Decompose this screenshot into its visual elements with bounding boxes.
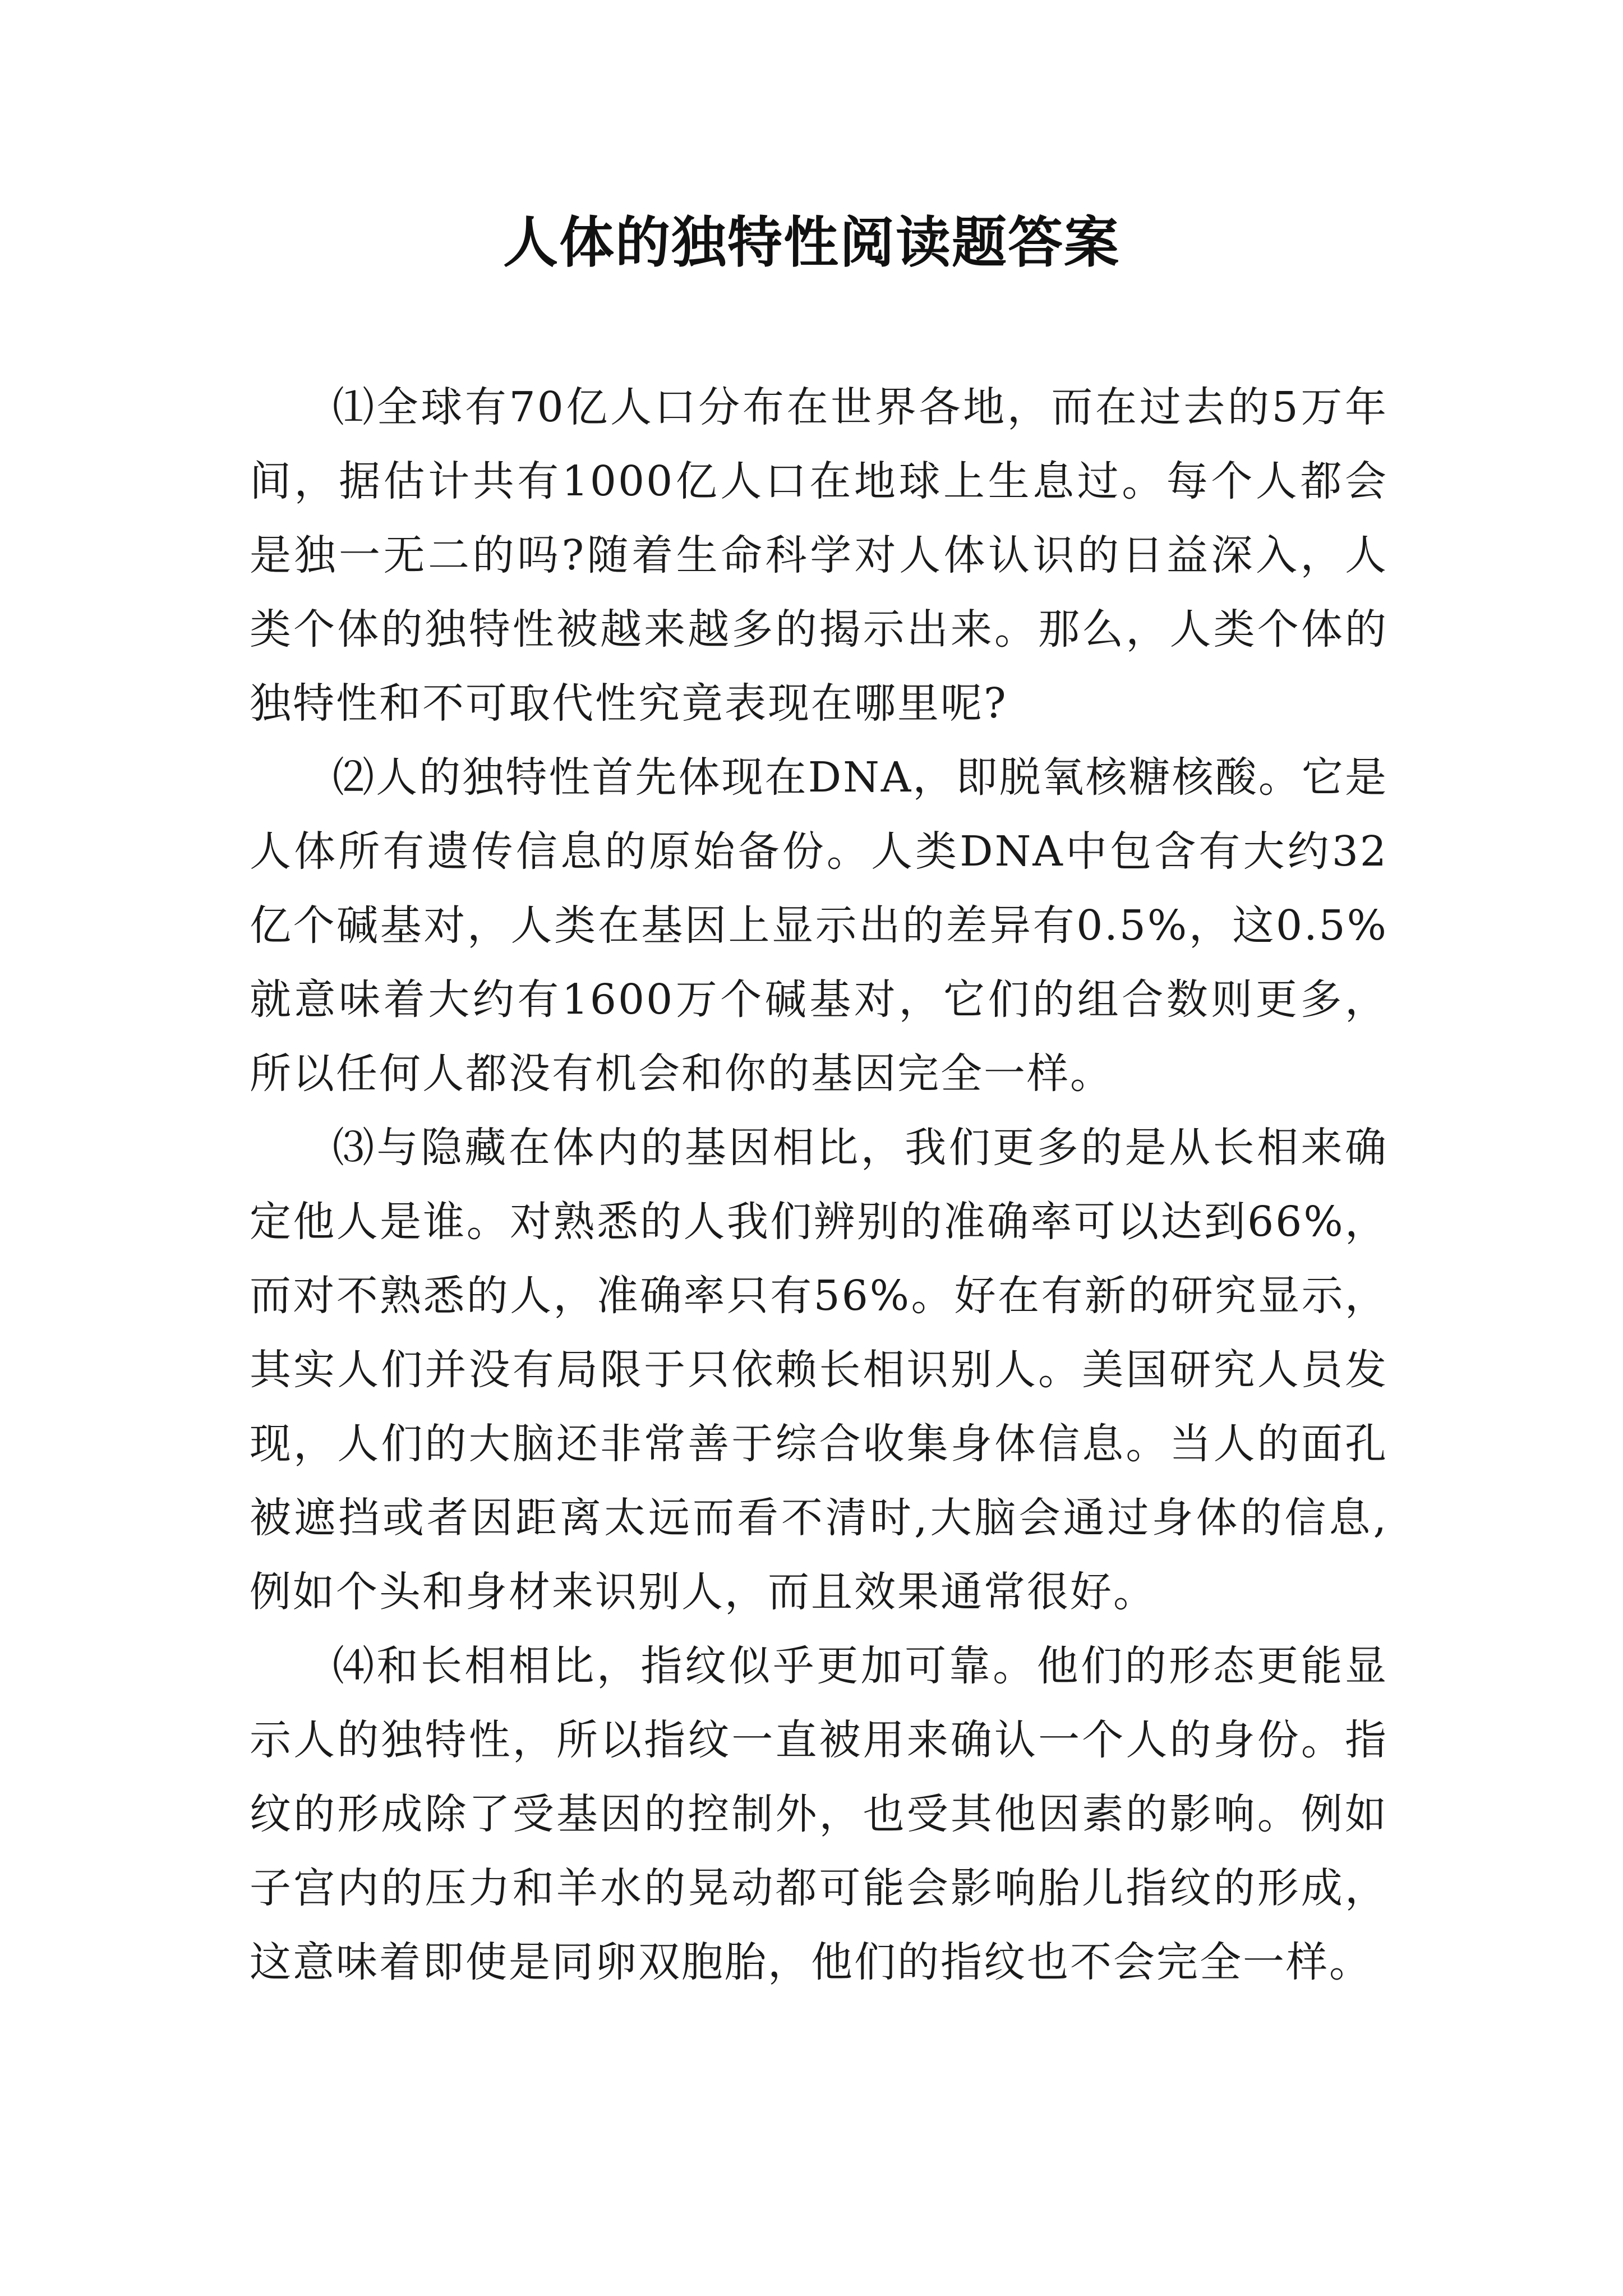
paragraph-2: ⑵人的独特性首先体现在DNA，即脱氧核糖核酸。它是人体所有遗传信息的原始备份。人类DNA中包含有大约32亿个碱基对，人类在基因上显示出的差异有0.5%，这0.5%就意味着大约有1600万个碱基对，它们的组合数则更多，所以任何人都没有机会和你的基因完全一样。: [250, 753, 1388, 1098]
paragraph-4: ⑷和长相相比，指纹似乎更加可靠。他们的形态更能显示人的独特性，所以指纹一直被用来确认一个人的身份。指纹的形成除了受基因的控制外，也受其他因素的影响。例如子宫内的压力和羊水的晃动都可能会影响胎儿指纹的形成，这意味着即使是同卵双胞胎，他们的指纹也不会完全一样。: [250, 1642, 1388, 1986]
paragraph-3: ⑶与隐藏在体内的基因相比，我们更多的是从长相来确定他人是谁。对熟悉的人我们辨别的准确率可以达到66%，而对不熟悉的人，准确率只有56%。好在有新的研究显示，其实人们并没有局限于只依赖长相识别人。美国研究人员发现，人们的大脑还非常善于综合收集身体信息。当人的面孔被遮挡或者因距离太远而看不清时,大脑会通过身体的信息,例如个头和身材来识别人，而且效果通常很好。: [250, 1124, 1388, 1616]
document-title: 人体的独特性阅读题答案: [502, 210, 1120, 275]
document-body: [250, 370, 1388, 1999]
paragraph-1: ⑴全球有70亿人口分布在世界各地，而在过去的5万年间，据估计共有1000亿人口在地球上生息过。每个人都会是独一无二的吗?随着生命科学对人体认识的日益深入，人类个体的独特性被越来越多的揭示出来。那么，人类个体的独特性和不可取代性究竟表现在哪里呢?: [250, 383, 1388, 728]
